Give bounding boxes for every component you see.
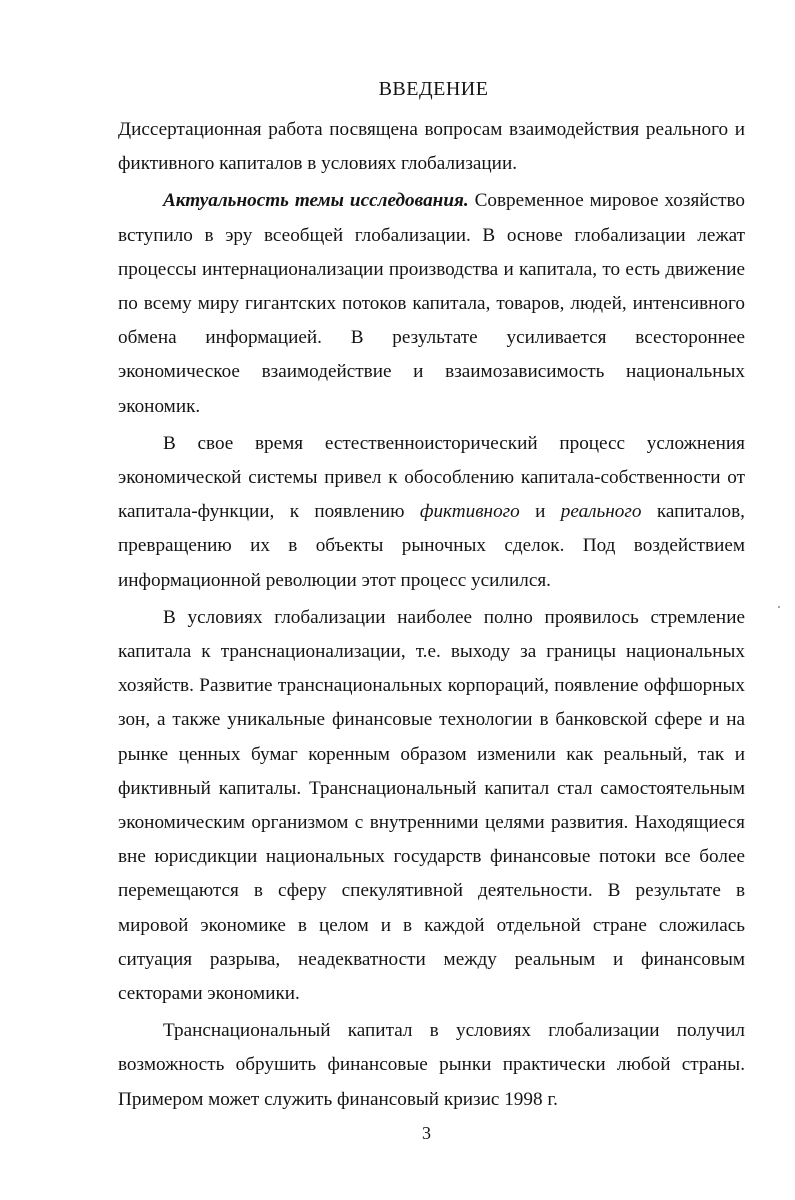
body-text [118, 113, 745, 1117]
page-number: 3 [422, 1123, 431, 1143]
relevance-paragraph [118, 184, 745, 423]
history-text-start: В свое время естественноисторический процесс усложнения экономической системы привел к обособлению капитала-собственности от капитала-функции, к появлению [118, 432, 745, 523]
page-title: ВВЕДЕНИЕ [378, 78, 489, 100]
intro-paragraph: Диссертационная работа посвящена вопросам взаимодействия реального и фиктивного капиталов в условиях глобализации. [118, 119, 745, 175]
history-conjunction: и [519, 501, 561, 523]
scan-speck [778, 606, 780, 608]
history-paragraph [118, 427, 745, 598]
real-term: реального [560, 501, 642, 523]
history-text-end: капиталов, превращению их в объекты рыночных сделок. Под воздействием информационной революции этот процесс усилился. [118, 501, 745, 591]
relevance-text: Современное мировое хозяйство вступило в эру всеобщей глобализации. В основе глобализации лежат процессы интернационализации производства и капитала, то есть движение по всему миру гигантских потоков капитала, товаров, людей, интенсивного обмена информацией. В результате усиливается всестороннее экономическое взаимодействие и взаимозависимость национальных экономик. [118, 190, 745, 417]
globalization-paragraph: В условиях глобализации наиболее полно проявилось стремление капитала к транснационализации, т.е. выходу за границы национальных хозяйств. Развитие транснациональных корпораций, появление оффшорных зон, а также уникальные финансовые технологии в банковской сфере и на рынке ценных бумаг коренным образом изменили как реальный, так и фиктивный капиталы. Транснациональный капитал стал самостоятельным экономическим организмом с внутренними целями развития. Находящиеся вне юрисдикции национальных государств финансовые потоки все более перемещаются в сферу спекулятивной деятельности. В результате в мировой экономике в целом и в каждой отдельной стране сложилась ситуация разрыва, неадекватности между реальным и финансовым секторами экономики. [118, 606, 745, 1005]
fictitious-term: фиктивного [419, 501, 520, 523]
transnational-paragraph: Транснациональный капитал в условиях глобализации получил возможность обрушить финансовые рынки практически любой страны. Примером может служить финансовый кризис 1998 г. [118, 1020, 745, 1110]
relevance-lead: Актуальность темы исследования. [163, 190, 469, 212]
